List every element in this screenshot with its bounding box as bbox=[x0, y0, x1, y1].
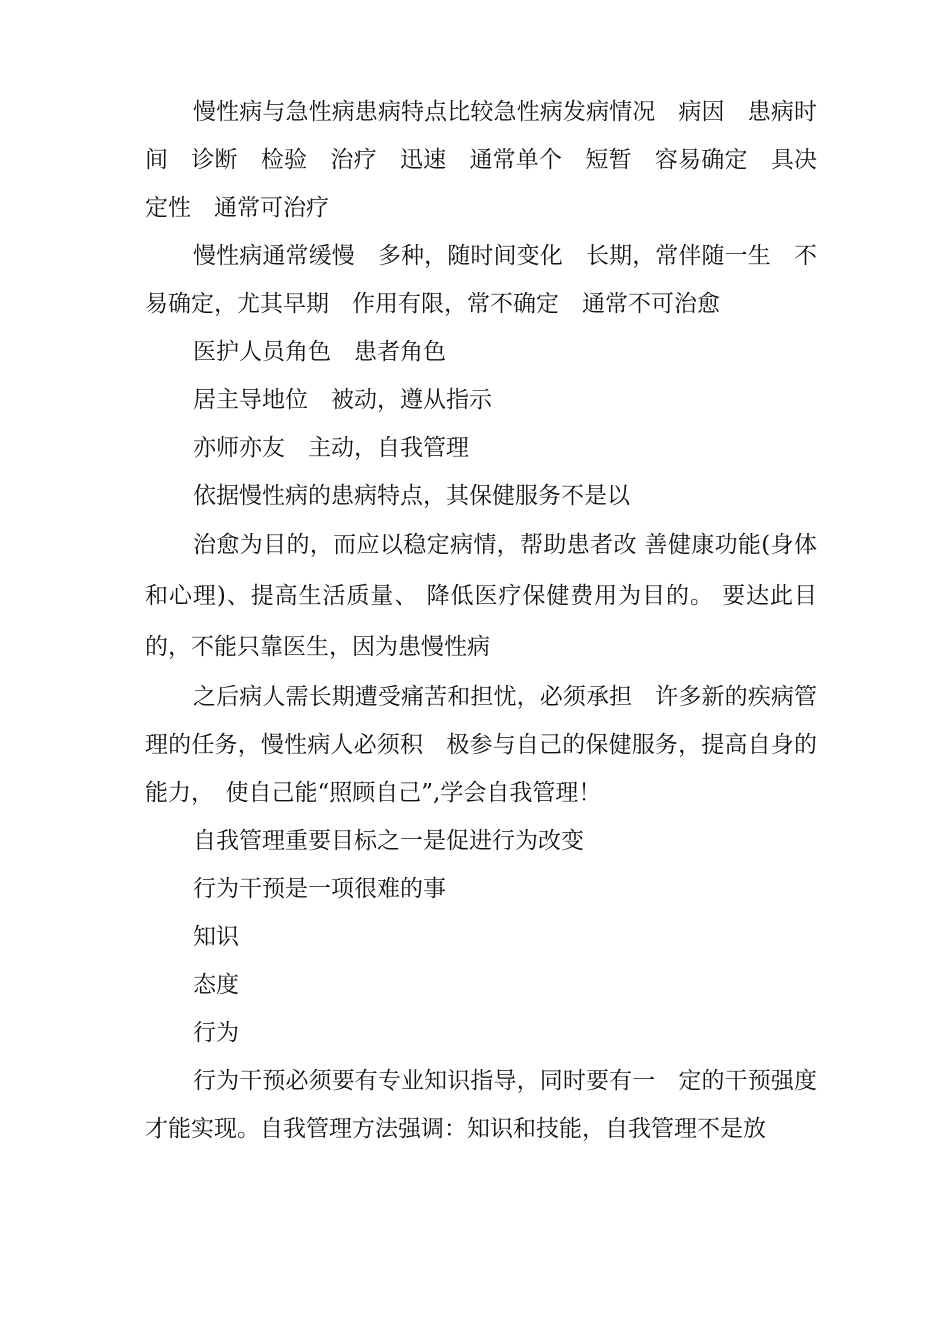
paragraph-comparison-acute: 慢性病与急性病患病特点比较急性病发病情况 病因 患病时间 诊断 检验 治疗 迅速 通常单个 短暂 容易确定 具决定性 通常可治疗 bbox=[145, 99, 817, 221]
paragraph-roles-chronic: 亦师亦友 主动，自我管理 bbox=[193, 435, 469, 461]
paragraph-knowledge: 知识 bbox=[193, 924, 239, 950]
paragraph-self-care: 之后病人需长期遭受痛苦和担忧，必须承担 许多新的疾病管理的任务，慢性病人必须积 极参与自己的保健服务，提高自身的能力， 使自己能“照顾自己”,学会自我管理！ bbox=[145, 684, 817, 806]
paragraph-self-management-goal: 自我管理重要目标之一是促进行为改变 bbox=[193, 828, 584, 854]
paragraph-care-basis: 依据慢性病的患病特点，其保健服务不是以 bbox=[193, 483, 630, 509]
paragraph-roles-acute: 居主导地位 被动，遵从指示 bbox=[193, 387, 492, 413]
paragraph-intervention-guidance: 行为干预必须要有专业知识指导，同时要有一 定的干预强度才能实现。自我管理方法强调：知识和技能，自我管理不是放 bbox=[145, 1068, 817, 1142]
paragraph-attitude: 态度 bbox=[193, 972, 239, 998]
paragraph-care-goal: 治愈为目的，而应以稳定病情，帮助患者改 善健康功能(身体和心理)、提高生活质量、 降低医疗保健费用为目的。 要达此目的，不能只靠医生，因为患慢性病 bbox=[145, 532, 817, 660]
paragraph-comparison-chronic: 慢性病通常缓慢 多种，随时间变化 长期，常伴随一生 不易确定，尤其早期 作用有限，常不确定 通常不可治愈 bbox=[145, 243, 817, 317]
paragraph-behavior-intervention: 行为干预是一项很难的事 bbox=[193, 876, 446, 902]
document-page bbox=[145, 88, 817, 1153]
paragraph-behavior: 行为 bbox=[193, 1020, 239, 1046]
paragraph-roles-header: 医护人员角色 患者角色 bbox=[193, 339, 446, 365]
